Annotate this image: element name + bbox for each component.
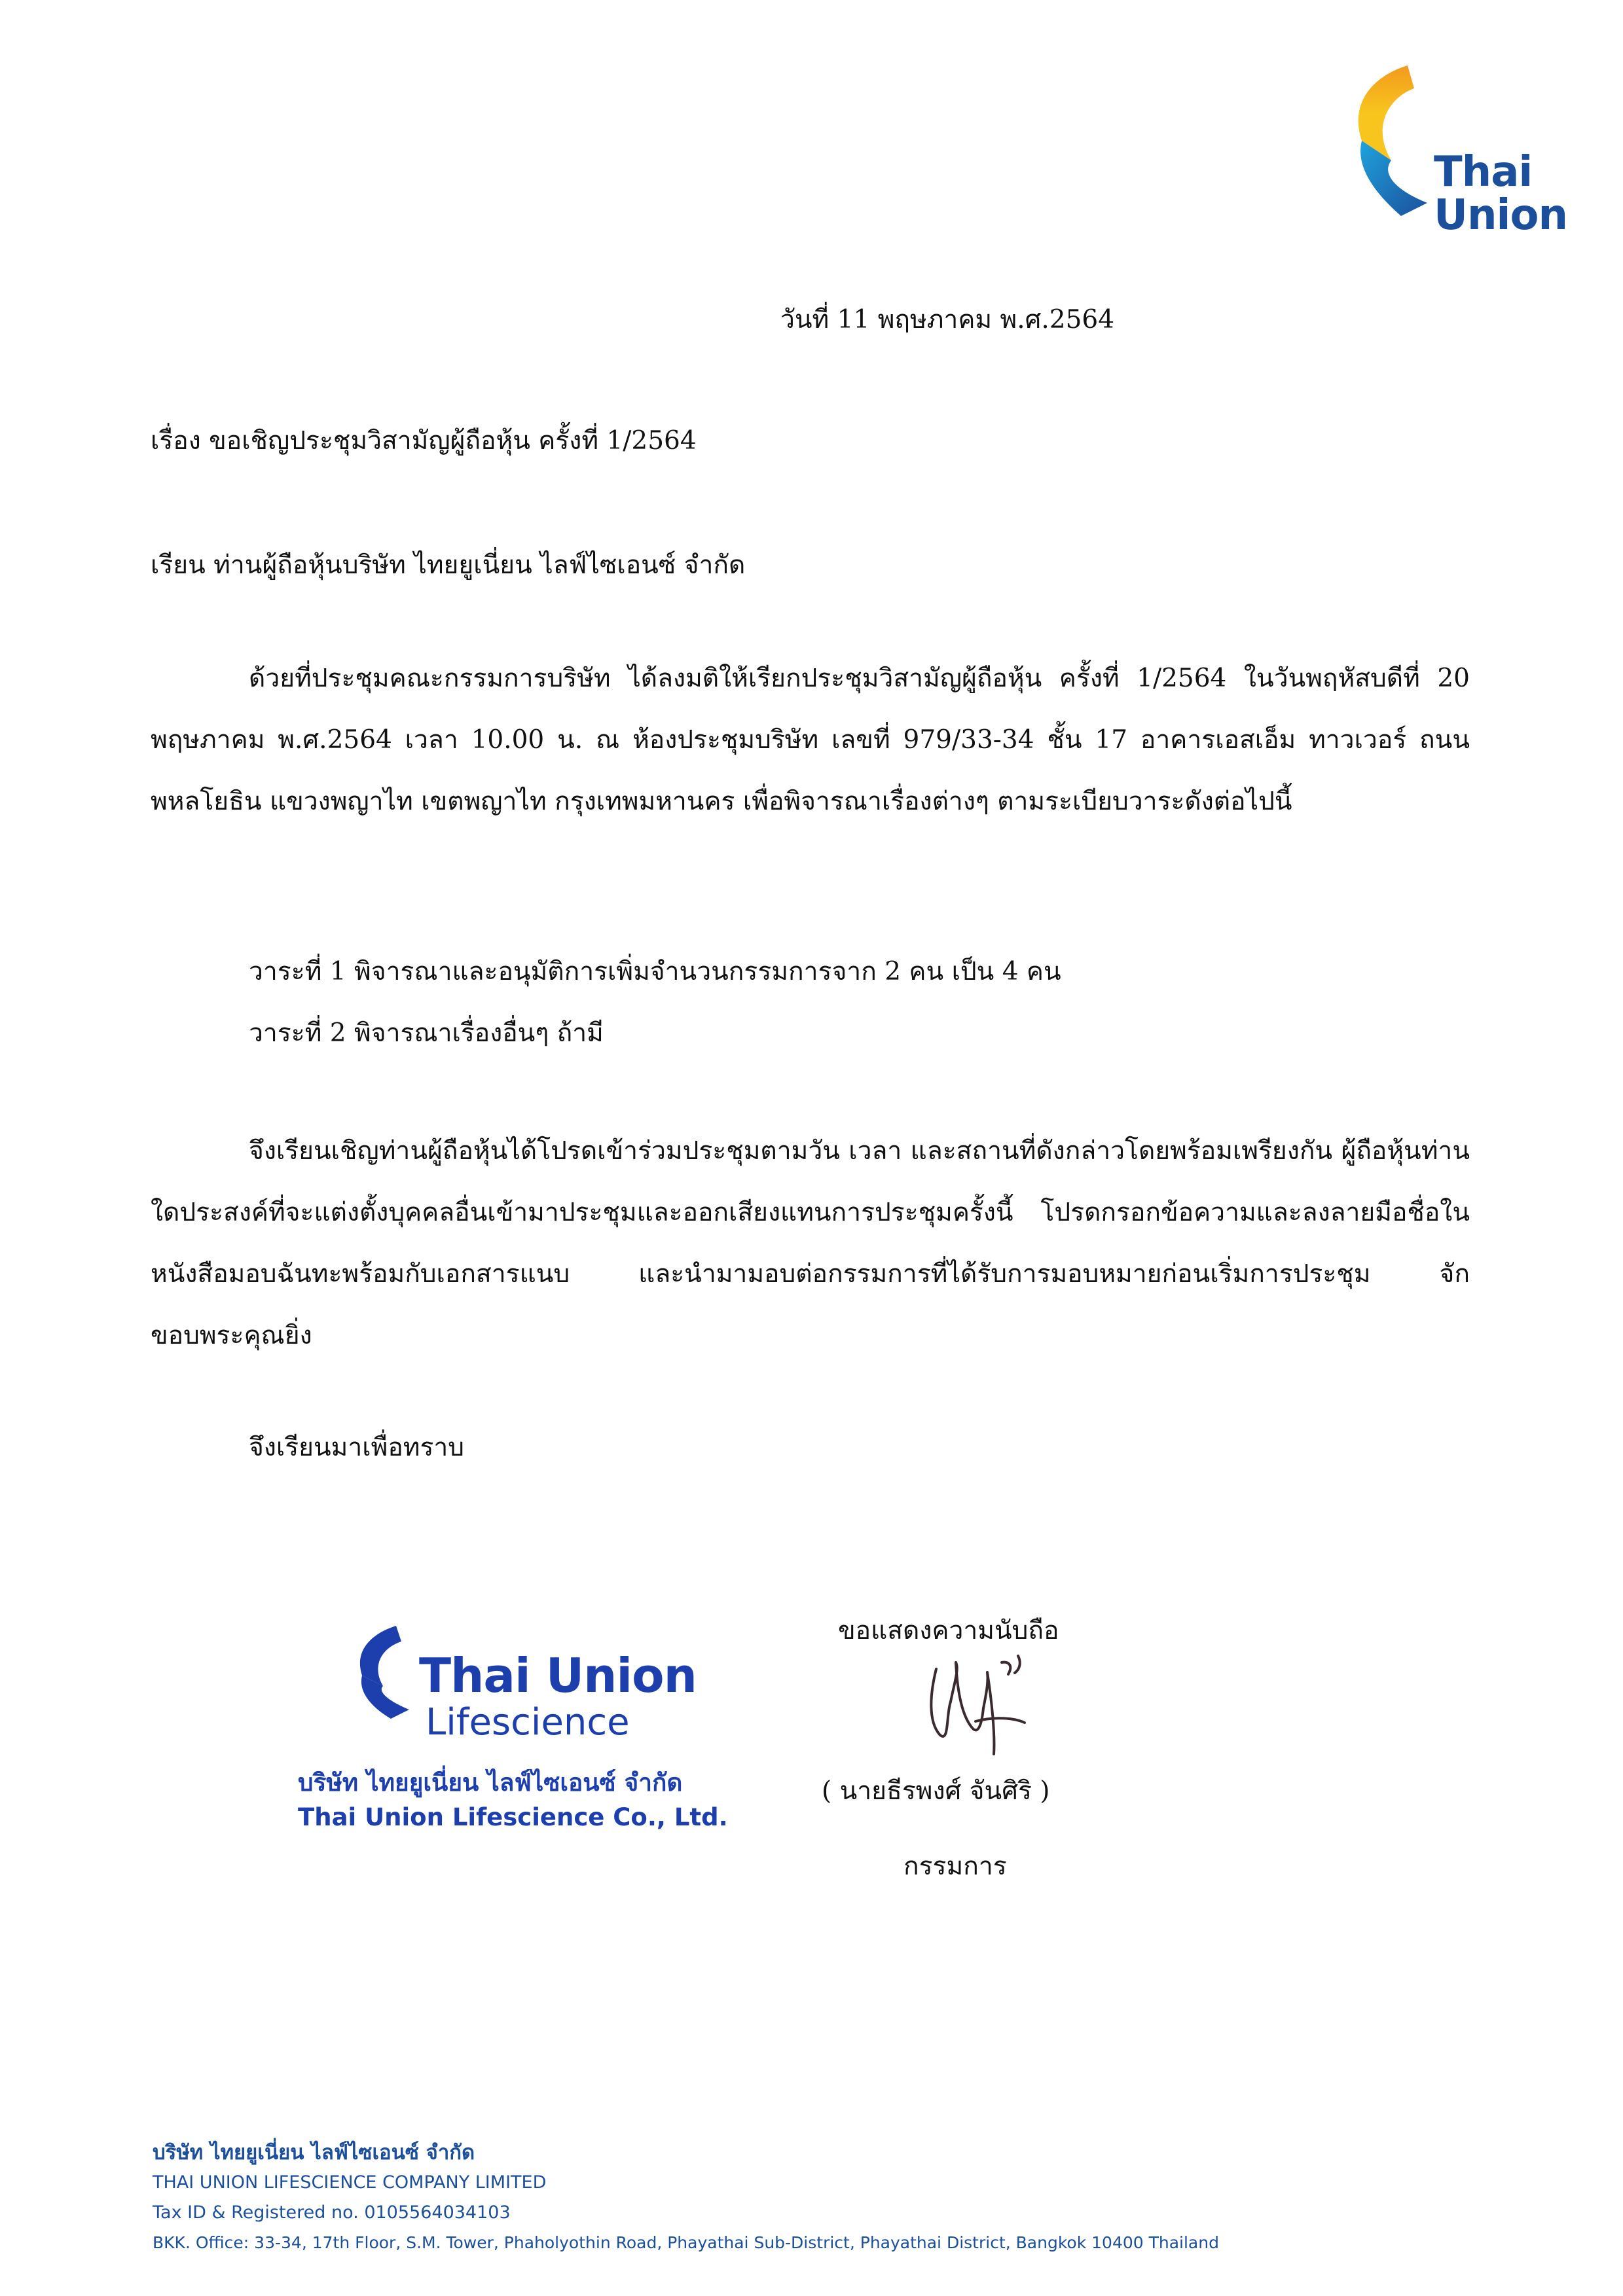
letter-closing: จึงเรียนมาเพื่อทราบ bbox=[249, 1433, 465, 1462]
stamp-company-english: Thai Union Lifescience Co., Ltd. bbox=[298, 1803, 728, 1831]
footer-tax-id: Tax ID & Registered no. 0105564034103 bbox=[153, 2202, 511, 2223]
letter-subject: เรื่อง ขอเชิญประชุมวิสามัญผู้ถือหุ้น ครั้งที่ 1/2564 bbox=[151, 426, 697, 456]
agenda-item-1: วาระที่ 1 พิจารณาและอนุมัติการเพิ่มจำนวนกรรมการจาก 2 คน เป็น 4 คน bbox=[249, 957, 1061, 986]
stamp-company-thai: บริษัท ไทยยูเนี่ยน ไลฟ์ไซเอนซ์ จำกัด bbox=[298, 1768, 683, 1797]
stamp-logo-mark-icon bbox=[344, 1623, 416, 1721]
signer-title: กรรมการ bbox=[903, 1852, 1007, 1881]
stamp-company-sub: Lifescience bbox=[426, 1701, 630, 1744]
company-stamp bbox=[242, 1577, 740, 1852]
agenda-item-2: วาระที่ 2 พิจารณาเรื่องอื่นๆ ถ้ามี bbox=[249, 1018, 604, 1048]
regards-line: ขอแสดงความนับถือ bbox=[838, 1616, 1059, 1645]
letter-paragraph-1: ด้วยที่ประชุมคณะกรรมการบริษัท ได้ลงมติให้เรียกประชุมวิสามัญผู้ถือหุ้น ครั้งที่ 1/2564 ในวันพฤหัสบดีที่ 20 พฤษภาคม พ.ศ.2564 เวลา 10.00 น. ณ ห้องประชุมบริษัท เลขที่ 979/33-34 ชั้น 17 อาคารเอสเอ็ม ทาวเวอร์ ถนนพหลโยธิน แขวงพญาไท เขตพญาไท กรุงเทพมหานคร เพื่อพิจารณาเรื่องต่างๆ ตามระเบียบวาระดังต่อไปนี้ bbox=[151, 664, 1470, 816]
letter-date: วันที่ 11 พฤษภาคม พ.ศ.2564 bbox=[780, 305, 1115, 334]
stamp-company-name: Thai Union bbox=[419, 1648, 697, 1703]
letter-paragraph-2: จึงเรียนเชิญท่านผู้ถือหุ้นได้โปรดเข้าร่วมประชุมตามวัน เวลา และสถานที่ดังกล่าวโดยพร้อมเพรียงกัน ผู้ถือหุ้นท่านใดประสงค์ที่จะแต่งตั้งบุคคลอื่นเข้ามาประชุมและออกเสียงแทนการประชุมครั้งนี้ โปรดกรอกข้อความและลงลายมือชื่อในหนังสือมอบฉันทะพร้อมกับเอกสารแนบ และนำมามอบต่อกรรมการที่ได้รับการมอบหมายก่อนเริ่มการประชุม จักขอบพระคุณยิ่ง bbox=[151, 1136, 1470, 1350]
signer-name: ( นายธีรพงศ์ จันศิริ ) bbox=[822, 1776, 1050, 1806]
logo-wordmark bbox=[1434, 148, 1567, 240]
letterhead-footer bbox=[153, 2138, 1219, 2258]
footer-company-thai: บริษัท ไทยยูเนี่ยน ไลฟ์ไซเอนซ์ จำกัด bbox=[153, 2141, 475, 2164]
handwritten-signature bbox=[910, 1643, 1041, 1761]
thai-union-logo bbox=[1336, 62, 1578, 239]
agenda-list bbox=[249, 941, 1061, 1064]
footer-address: BKK. Office: 33-34, 17th Floor, S.M. Tower, Phaholyothin Road, Phayathai Sub-District, Phayathai District, Bangkok 10400 Thailand bbox=[153, 2233, 1219, 2252]
logo-wordmark-line2: Union bbox=[1434, 191, 1567, 240]
letter-recipient: เรียน ท่านผู้ถือหุ้นบริษัท ไทยยูเนี่ยน ไลฟ์ไซเอนซ์ จำกัด bbox=[151, 550, 746, 580]
footer-company-english: THAI UNION LIFESCIENCE COMPANY LIMITED bbox=[153, 2172, 547, 2193]
thai-union-logo-mark-icon bbox=[1336, 62, 1434, 219]
logo-wordmark-line1: Thai bbox=[1434, 148, 1533, 196]
